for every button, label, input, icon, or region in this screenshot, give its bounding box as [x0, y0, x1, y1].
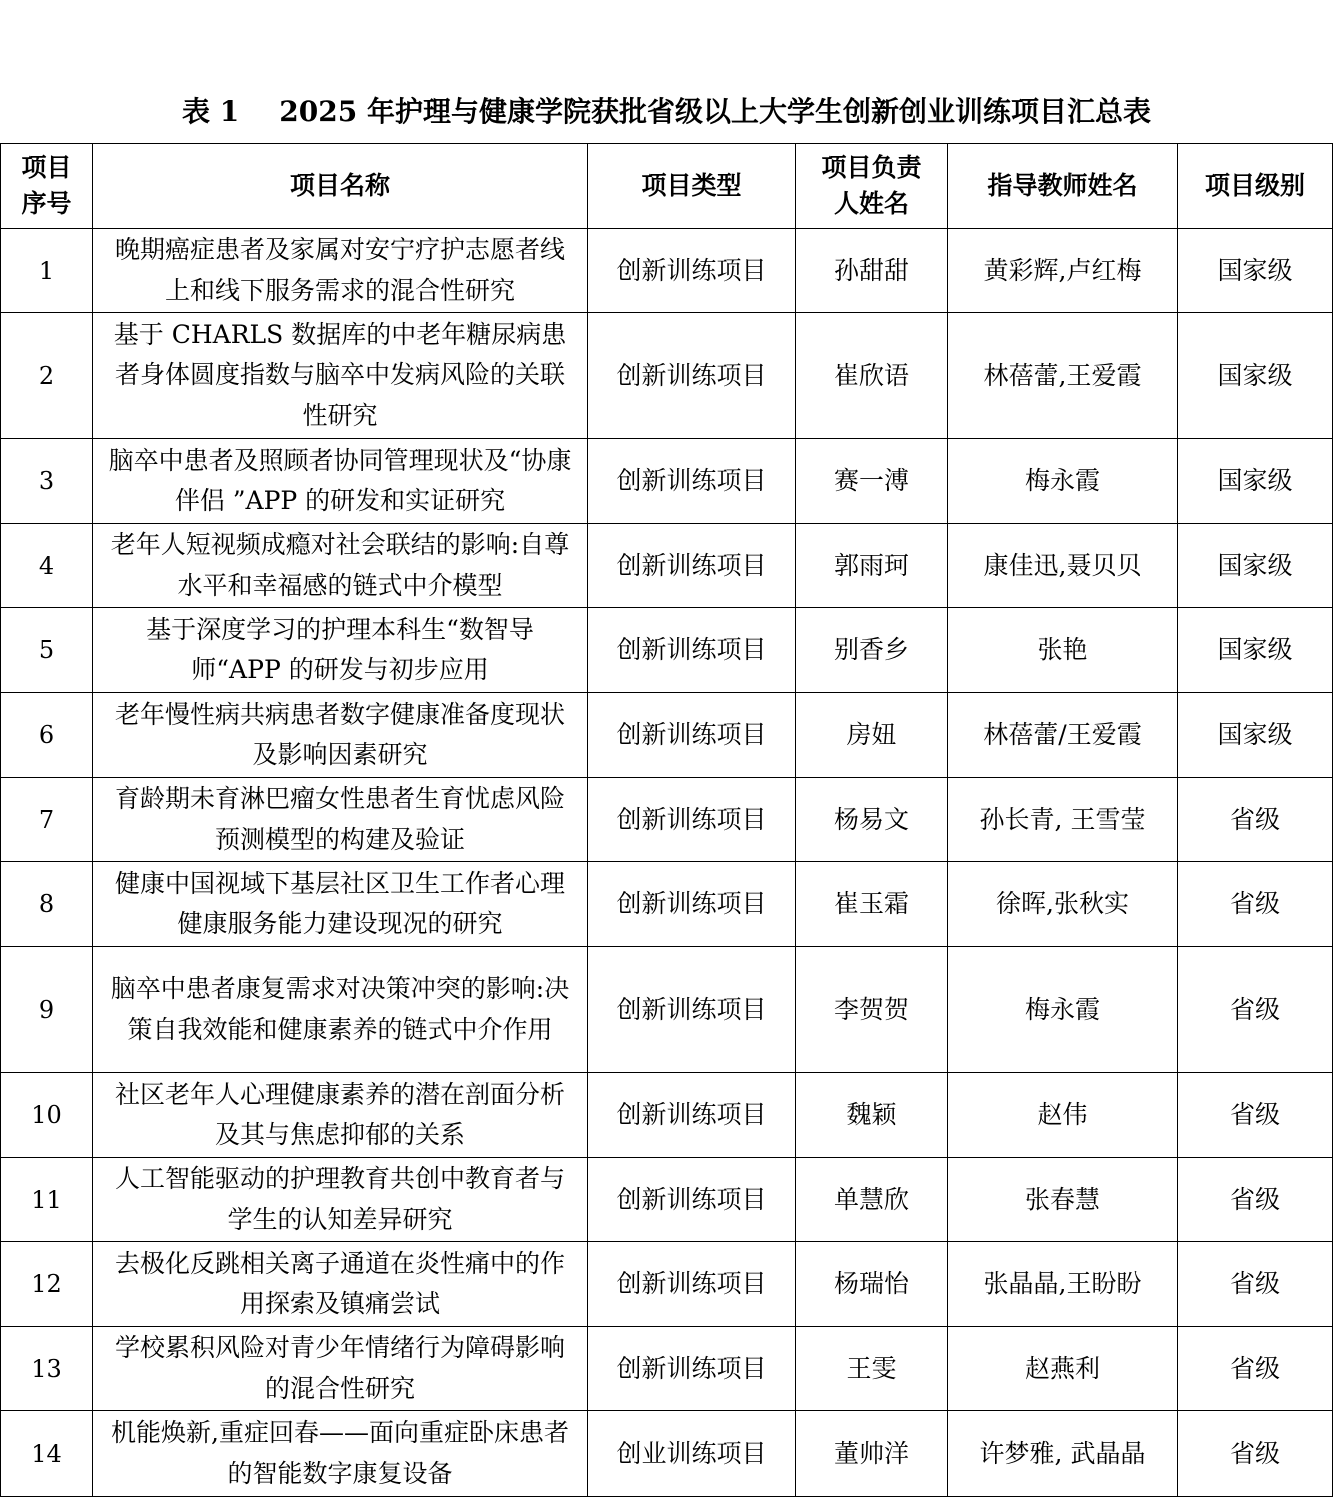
cell-advisor: 林蓓蕾,王爱霞	[948, 313, 1178, 439]
table-row	[1, 1073, 1333, 1158]
cell-leader: 魏颖	[796, 1073, 948, 1158]
cell-name: 健康中国视域下基层社区卫生工作者心理健康服务能力建设现况的研究	[93, 862, 588, 947]
table-row	[1, 439, 1333, 524]
cell-type: 创新训练项目	[588, 1073, 796, 1158]
cell-leader: 崔玉霜	[796, 862, 948, 947]
cell-name: 脑卒中患者康复需求对决策冲突的影响:决策自我效能和健康素养的链式中介作用	[93, 947, 588, 1073]
cell-name: 人工智能驱动的护理教育共创中教育者与学生的认知差异研究	[93, 1158, 588, 1242]
table-row	[1, 862, 1333, 947]
header-advisor: 指导教师姓名	[948, 144, 1178, 229]
header-name: 项目名称	[93, 144, 588, 229]
cell-name: 去极化反跳相关离子通道在炎性痛中的作用探索及镇痛尝试	[93, 1242, 588, 1327]
cell-leader: 李贺贺	[796, 947, 948, 1073]
cell-name: 晚期癌症患者及家属对安宁疗护志愿者线上和线下服务需求的混合性研究	[93, 229, 588, 313]
cell-advisor: 黄彩辉,卢红梅	[948, 229, 1178, 313]
cell-type: 创新训练项目	[588, 1158, 796, 1242]
cell-advisor: 张艳	[948, 608, 1178, 693]
cell-type: 创新训练项目	[588, 313, 796, 439]
cell-level: 国家级	[1178, 313, 1333, 439]
cell-leader: 赛一溥	[796, 439, 948, 524]
table-row	[1, 947, 1333, 1073]
cell-leader: 王雯	[796, 1327, 948, 1411]
table-row	[1, 313, 1333, 439]
cell-type: 创新训练项目	[588, 608, 796, 693]
table-number: 表 1	[182, 95, 240, 128]
cell-name: 脑卒中患者及照顾者协同管理现状及“协康伴侣 ”APP 的研发和实证研究	[93, 439, 588, 524]
cell-seq: 14	[1, 1411, 93, 1497]
cell-seq: 10	[1, 1073, 93, 1158]
cell-type: 创新训练项目	[588, 778, 796, 862]
table-row	[1, 524, 1333, 608]
document-title	[0, 92, 1333, 132]
cell-level: 国家级	[1178, 524, 1333, 608]
cell-type: 创新训练项目	[588, 1327, 796, 1411]
cell-name: 老年慢性病共病患者数字健康准备度现状及影响因素研究	[93, 693, 588, 778]
cell-advisor: 康佳迅,聂贝贝	[948, 524, 1178, 608]
table-header-row	[1, 144, 1333, 229]
table-row	[1, 229, 1333, 313]
cell-type: 创新训练项目	[588, 439, 796, 524]
cell-leader: 孙甜甜	[796, 229, 948, 313]
header-leader: 项目负责人姓名	[796, 144, 948, 229]
cell-name: 基于 CHARLS 数据库的中老年糖尿病患者身体圆度指数与脑卒中发病风险的关联性研究	[93, 313, 588, 439]
table-title: 2025 年护理与健康学院获批省级以上大学生创新创业训练项目汇总表	[279, 95, 1151, 128]
cell-level: 国家级	[1178, 439, 1333, 524]
cell-type: 创新训练项目	[588, 693, 796, 778]
cell-seq: 12	[1, 1242, 93, 1327]
cell-level: 省级	[1178, 947, 1333, 1073]
cell-seq: 7	[1, 778, 93, 862]
cell-advisor: 许梦雅, 武晶晶	[948, 1411, 1178, 1497]
cell-advisor: 张春慧	[948, 1158, 1178, 1242]
cell-seq: 2	[1, 313, 93, 439]
table-row	[1, 1158, 1333, 1242]
cell-seq: 8	[1, 862, 93, 947]
cell-leader: 郭雨珂	[796, 524, 948, 608]
cell-type: 创业训练项目	[588, 1411, 796, 1497]
cell-type: 创新训练项目	[588, 947, 796, 1073]
cell-level: 省级	[1178, 1158, 1333, 1242]
cell-advisor: 梅永霞	[948, 947, 1178, 1073]
cell-level: 省级	[1178, 1411, 1333, 1497]
cell-leader: 房妞	[796, 693, 948, 778]
table-row	[1, 608, 1333, 693]
project-summary-table	[0, 143, 1333, 1497]
header-seq: 项目序号	[1, 144, 93, 229]
cell-type: 创新训练项目	[588, 229, 796, 313]
table-row	[1, 1242, 1333, 1327]
cell-level: 省级	[1178, 1242, 1333, 1327]
cell-advisor: 赵伟	[948, 1073, 1178, 1158]
cell-name: 老年人短视频成瘾对社会联结的影响:自尊水平和幸福感的链式中介模型	[93, 524, 588, 608]
cell-level: 国家级	[1178, 229, 1333, 313]
table-row	[1, 778, 1333, 862]
table-row	[1, 693, 1333, 778]
cell-level: 省级	[1178, 1073, 1333, 1158]
cell-leader: 崔欣语	[796, 313, 948, 439]
cell-advisor: 林蓓蕾/王爱霞	[948, 693, 1178, 778]
header-level: 项目级别	[1178, 144, 1333, 229]
cell-level: 省级	[1178, 778, 1333, 862]
cell-seq: 13	[1, 1327, 93, 1411]
cell-level: 国家级	[1178, 693, 1333, 778]
cell-seq: 6	[1, 693, 93, 778]
cell-name: 学校累积风险对青少年情绪行为障碍影响的混合性研究	[93, 1327, 588, 1411]
cell-advisor: 孙长青, 王雪莹	[948, 778, 1178, 862]
cell-leader: 董帅洋	[796, 1411, 948, 1497]
cell-seq: 4	[1, 524, 93, 608]
table-row	[1, 1411, 1333, 1497]
cell-advisor: 徐晖,张秋实	[948, 862, 1178, 947]
cell-advisor: 赵燕利	[948, 1327, 1178, 1411]
cell-leader: 别香乡	[796, 608, 948, 693]
cell-leader: 单慧欣	[796, 1158, 948, 1242]
cell-name: 育龄期未育淋巴瘤女性患者生育忧虑风险预测模型的构建及验证	[93, 778, 588, 862]
cell-level: 省级	[1178, 1327, 1333, 1411]
cell-name: 基于深度学习的护理本科生“数智导师“APP 的研发与初步应用	[93, 608, 588, 693]
cell-leader: 杨瑞怡	[796, 1242, 948, 1327]
cell-advisor: 张晶晶,王盼盼	[948, 1242, 1178, 1327]
cell-seq: 11	[1, 1158, 93, 1242]
table-row	[1, 1327, 1333, 1411]
cell-leader: 杨易文	[796, 778, 948, 862]
header-type: 项目类型	[588, 144, 796, 229]
cell-type: 创新训练项目	[588, 1242, 796, 1327]
cell-seq: 1	[1, 229, 93, 313]
cell-seq: 3	[1, 439, 93, 524]
cell-seq: 5	[1, 608, 93, 693]
cell-advisor: 梅永霞	[948, 439, 1178, 524]
cell-name: 机能焕新,重症回春——面向重症卧床患者的智能数字康复设备	[93, 1411, 588, 1497]
cell-level: 国家级	[1178, 608, 1333, 693]
cell-name: 社区老年人心理健康素养的潜在剖面分析及其与焦虑抑郁的关系	[93, 1073, 588, 1158]
cell-seq: 9	[1, 947, 93, 1073]
cell-type: 创新训练项目	[588, 862, 796, 947]
cell-type: 创新训练项目	[588, 524, 796, 608]
cell-level: 省级	[1178, 862, 1333, 947]
